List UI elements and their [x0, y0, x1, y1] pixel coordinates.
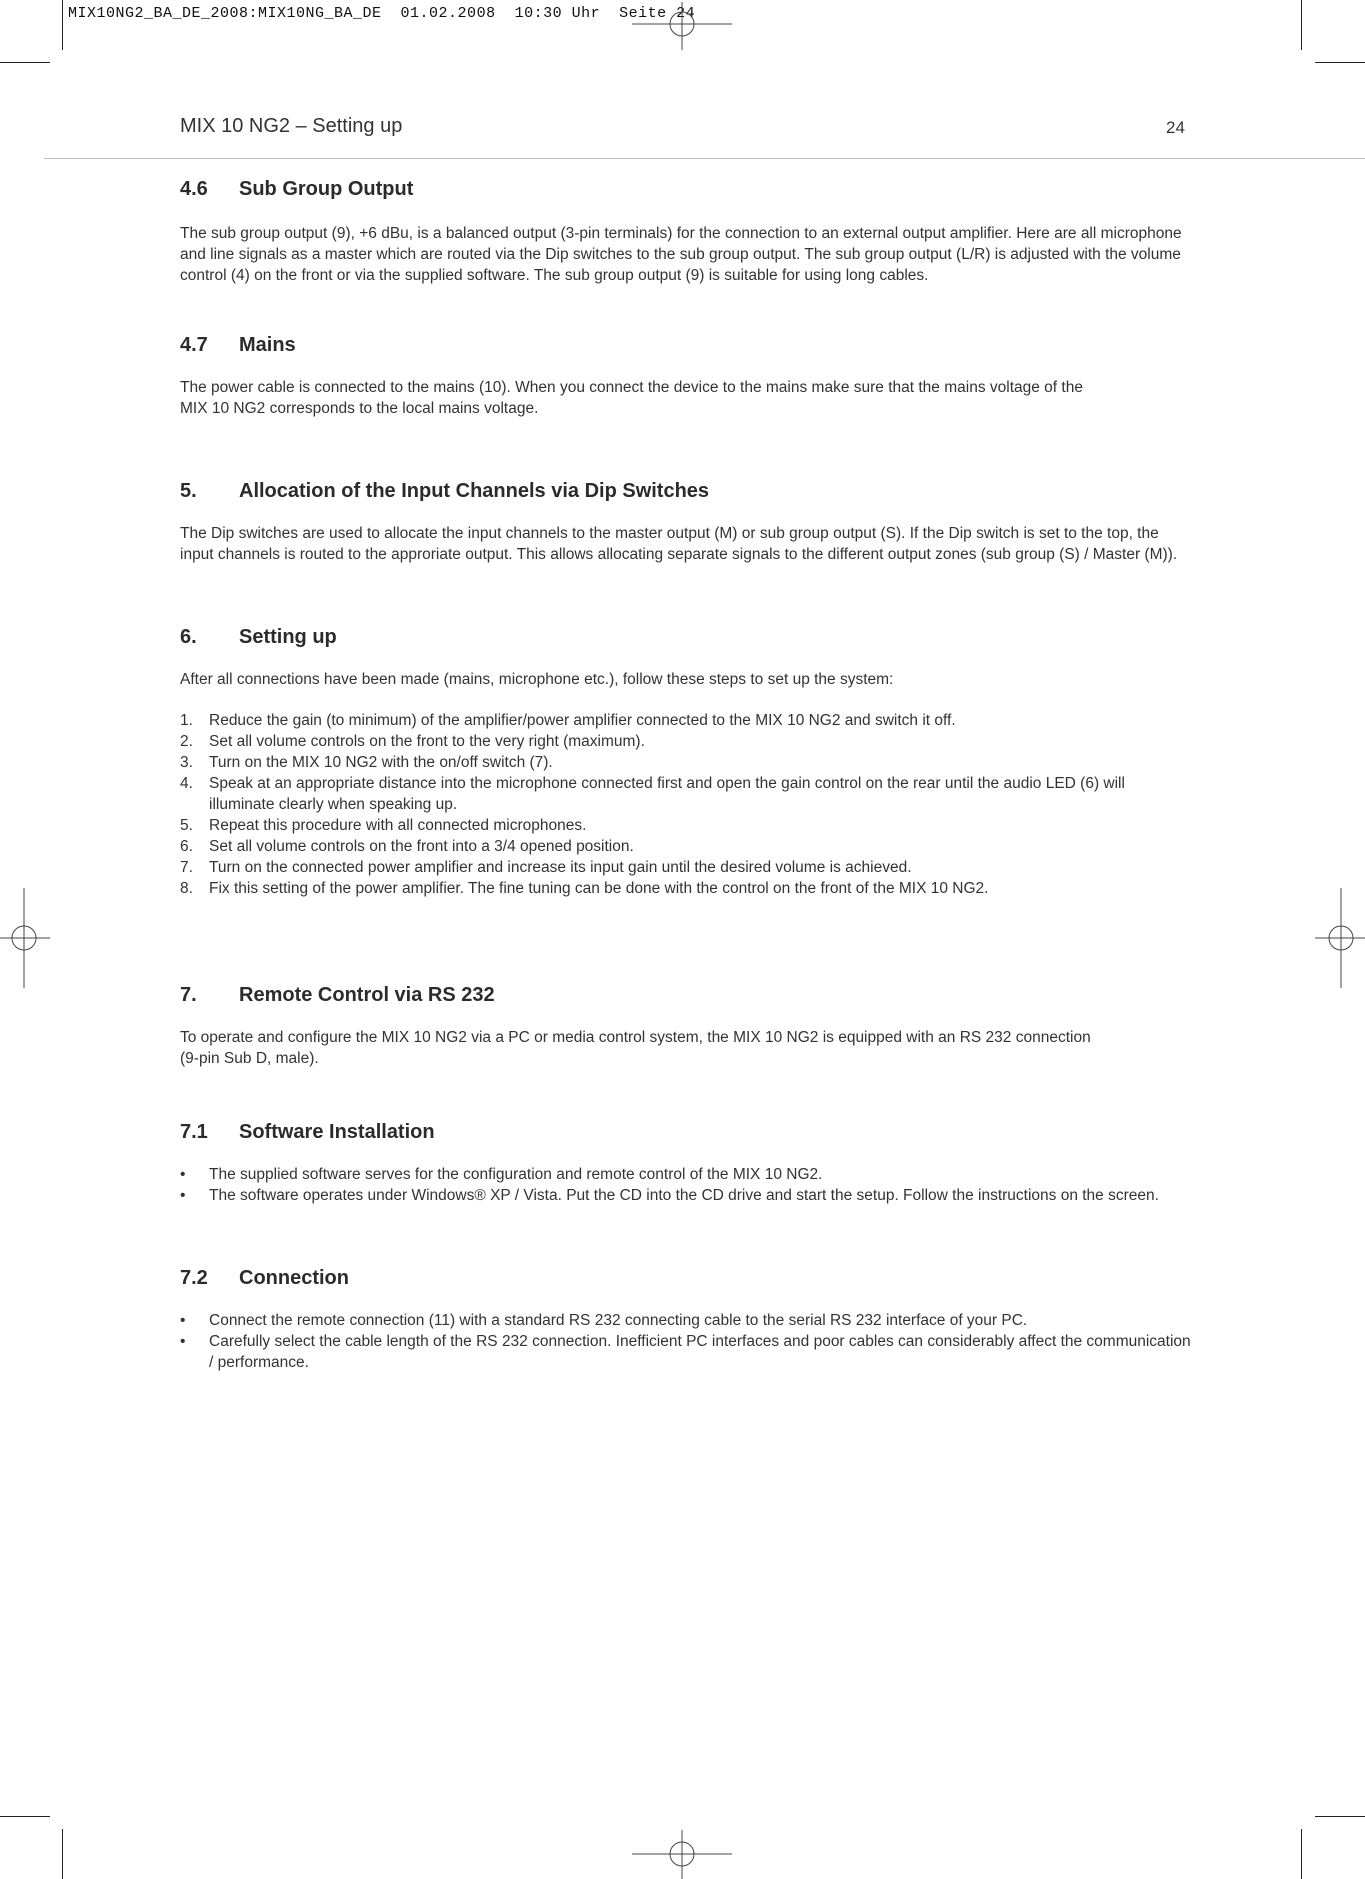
step-text: Speak at an appropriate distance into the microphone connected first and open the gain control on the rear until the audio LED (6) will illuminate clearly when speaking up. [209, 775, 1125, 813]
step-number: 2. [180, 733, 193, 750]
step-number: 1. [180, 712, 193, 729]
list-item [180, 752, 1192, 773]
page-content [180, 173, 1192, 1373]
registration-mark-icon [1315, 888, 1365, 988]
section-mains [180, 329, 1192, 419]
list-item [180, 878, 1192, 899]
list-item-text: The software operates under Windows® XP / Vista. Put the CD into the CD drive and start the setup. Follow the instructions on the screen. [209, 1187, 1159, 1204]
section-dip-switches [180, 475, 1192, 565]
list-item-text: Connect the remote connection (11) with a standard RS 232 connecting cable to the serial RS 232 interface of your PC. [209, 1312, 1028, 1329]
section-number: 7. [180, 984, 197, 1006]
crop-mark [62, 0, 63, 50]
step-text: Turn on the connected power amplifier and increase its input gain until the desired volume is achieved. [209, 859, 912, 876]
registration-mark-icon [0, 888, 50, 988]
section-title: Connection [239, 1267, 349, 1289]
section-body-line: (9-pin Sub D, male). [180, 1050, 319, 1067]
section-remote-control [180, 979, 1192, 1069]
list-item [180, 1310, 1192, 1331]
section-heading [180, 475, 1192, 507]
crop-mark [1315, 62, 1365, 63]
section-setting-up [180, 621, 1192, 899]
step-text: Fix this setting of the power amplifier. The fine tuning can be done with the control on the front of the MIX 10 NG2. [209, 880, 989, 897]
section-software-installation [180, 1116, 1192, 1206]
step-text: Set all volume controls on the front into a 3/4 opened position. [209, 838, 634, 855]
page-number: 24 [1166, 118, 1185, 137]
list-item [180, 815, 1192, 836]
list-item-text: The supplied software serves for the configuration and remote control of the MIX 10 NG2. [209, 1166, 823, 1183]
section-title: Allocation of the Input Channels via Dip Switches [239, 480, 710, 502]
bullet-icon: • [180, 1166, 186, 1183]
crop-mark [0, 62, 50, 63]
crop-mark [0, 1816, 50, 1817]
section-heading [180, 329, 1192, 361]
step-number: 7. [180, 859, 193, 876]
section-title: Mains [239, 334, 296, 356]
section-connection [180, 1262, 1192, 1373]
section-heading [180, 1262, 1192, 1294]
bullet-icon: • [180, 1187, 186, 1204]
section-heading [180, 621, 1192, 653]
step-text: Reduce the gain (to minimum) of the amplifier/power amplifier connected to the MIX 10 NG2 and switch it off. [209, 712, 956, 729]
section-sub-group-output [180, 173, 1192, 286]
section-body-line: MIX 10 NG2 corresponds to the local mains voltage. [180, 400, 539, 417]
section-body-line: To operate and configure the MIX 10 NG2 via a PC or media control system, the MIX 10 NG2 is equipped with an RS 232 connection [180, 1029, 1091, 1046]
section-heading [180, 1116, 1192, 1148]
step-number: 8. [180, 880, 193, 897]
section-body-line: The power cable is connected to the mains (10). When you connect the device to the mains make sure that the mains voltage of the [180, 379, 1083, 396]
list-item [180, 773, 1192, 815]
list-item [180, 857, 1192, 878]
section-number: 7.2 [180, 1267, 208, 1289]
step-text: Repeat this procedure with all connected microphones. [209, 817, 587, 834]
step-number: 3. [180, 754, 193, 771]
section-number: 4.7 [180, 334, 208, 356]
section-title: Remote Control via RS 232 [239, 984, 495, 1006]
crop-mark [1301, 1829, 1302, 1879]
section-number: 6. [180, 626, 197, 648]
step-text: Turn on the MIX 10 NG2 with the on/off switch (7). [209, 754, 553, 771]
bullet-list [180, 1310, 1192, 1373]
section-number: 4.6 [180, 178, 208, 200]
section-heading [180, 979, 1192, 1011]
header-rule [44, 158, 1365, 159]
list-item [180, 836, 1192, 857]
crop-mark [1301, 0, 1302, 50]
section-body: The Dip switches are used to allocate the input channels to the master output (M) or sub group output (S). If the Dip switch is set to the top, the input channels is routed to the approriate output. This allows allocating separate signals to the different output zones (sub group (S) / Master (M)). [180, 525, 1178, 563]
list-item-text: Carefully select the cable length of the RS 232 connection. Inefficient PC interfaces and poor cables can considerably affect the communication / performance. [209, 1333, 1191, 1371]
step-text: Set all volume controls on the front to the very right (maximum). [209, 733, 645, 750]
crop-mark [1315, 1816, 1365, 1817]
section-title: Sub Group Output [239, 178, 414, 200]
section-body: The sub group output (9), +6 dBu, is a balanced output (3-pin terminals) for the connection to an external output amplifier. Here are all microphone and line signals as a master which are routed via the Dip switches to the sub group output. The sub group output (L/R) is adjusted with the volume control (4) on the front or via the supplied software. The sub group output (9) is suitable for using long cables. [180, 225, 1182, 284]
list-item [180, 1164, 1192, 1185]
section-intro: After all connections have been made (mains, microphone etc.), follow these steps to set up the system: [180, 671, 894, 688]
section-number: 7.1 [180, 1121, 208, 1143]
running-header-title: MIX 10 NG2 – Setting up [180, 115, 403, 137]
step-number: 4. [180, 775, 193, 792]
section-title: Setting up [239, 626, 337, 648]
print-slug-line: MIX10NG2_BA_DE_2008:MIX10NG_BA_DE 01.02.2008 10:30 Uhr Seite 24 [68, 5, 696, 22]
registration-mark-icon [632, 1830, 732, 1879]
crop-mark [62, 1829, 63, 1879]
section-title: Software Installation [239, 1121, 435, 1143]
step-number: 6. [180, 838, 193, 855]
section-heading [180, 173, 1192, 205]
bullet-icon: • [180, 1333, 186, 1350]
setup-steps-list [180, 710, 1192, 899]
bullet-icon: • [180, 1312, 186, 1329]
bullet-list [180, 1164, 1192, 1206]
list-item [180, 731, 1192, 752]
list-item [180, 1331, 1192, 1373]
step-number: 5. [180, 817, 193, 834]
list-item [180, 1185, 1192, 1206]
section-number: 5. [180, 480, 197, 502]
list-item [180, 710, 1192, 731]
registration-mark-icon [632, 2, 732, 50]
